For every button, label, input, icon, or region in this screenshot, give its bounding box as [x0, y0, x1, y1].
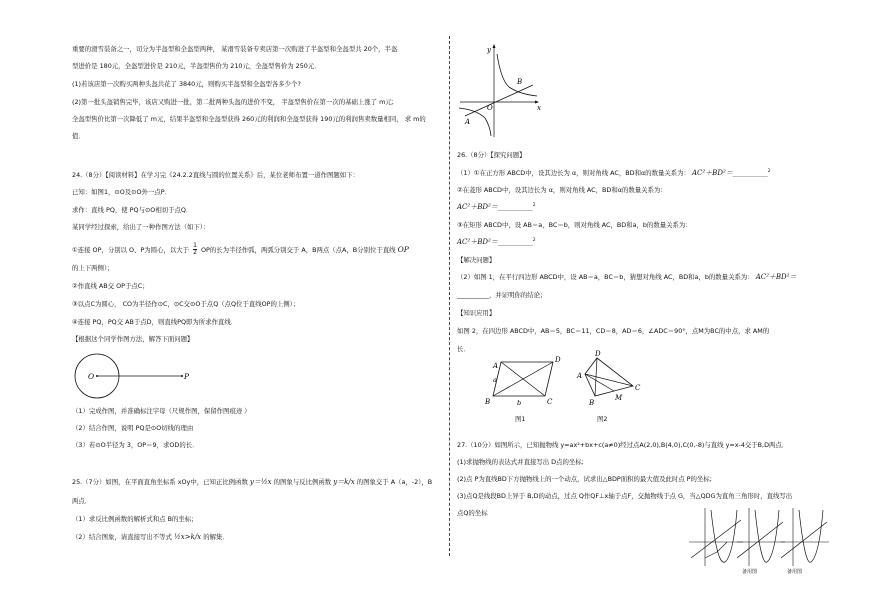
parabola	[799, 510, 823, 562]
text-line: (1)求抛物线的表达式并直接写出 D点的坐标;	[457, 458, 584, 466]
label-o: O	[88, 372, 95, 381]
text-line	[457, 239, 536, 246]
parabola-figure-backup-1	[737, 506, 787, 568]
text-line: 重要的滑雪装备之一，司分为半盔型和全盔型两种， 某滑雪装备专卖店第一次购进了半盔型和全盔型共 20个，半盔	[72, 45, 398, 53]
label-m: M	[615, 394, 623, 402]
parabola	[711, 510, 737, 562]
question-27-heading: 27.（10分）如图所示，已知抛物线 y=ax²+bx+c(a≠0)经过点A(2,0),B(4,0),C(0,-8)与直线 y=x-4交于B,D两点．	[457, 441, 789, 449]
text-line: __________，并证明你的结论；	[457, 291, 547, 299]
figure-1-parallelogram	[485, 350, 565, 412]
text-line	[72, 534, 229, 541]
math-op: OP	[397, 244, 409, 254]
text-line: (1)若该店第一次购买两种头盔共花了 3840元，则购买半盔型和全盔型各多少个?	[72, 80, 301, 88]
label-p: P	[184, 372, 190, 381]
text-line: 已知：如图1，⊙O及⊙O外一点P．	[72, 188, 171, 196]
text-line: 的上下两侧）；	[72, 264, 114, 272]
text-line: ③以点C为圆心， CO为半径作⊙C，⊙C交⊙O于点Q（点Q位于直线OP的上侧）；	[72, 300, 300, 308]
text-line: 点Q的坐标	[457, 509, 488, 517]
question-24-heading: 24.（8分）【阅读材料】在学习完《24.2.2直线与圆的位置关系》后，某位老师布置一道作图题如下：	[72, 171, 359, 179]
superscript: 2	[532, 203, 536, 208]
text-line: ②作直线 AB交 OP于点C；	[72, 282, 149, 290]
text-line: （1）求反比例函数的解析式和点 B的坐标；	[72, 515, 198, 523]
text-line: 【知识应用】	[457, 309, 496, 317]
label-b: B	[485, 398, 491, 406]
label-side-b: b	[517, 399, 522, 407]
text-line: ③在矩形 ABCD中，设 AB＝a，BC＝b，则对角线 AC，BD和a，b的数量关系为：	[457, 221, 692, 229]
text-segment: 的图象与反比例函数	[273, 478, 332, 486]
text-line: （1）完成作图，并准确标注字母（尺规作图，保留作图痕迹 ）	[72, 407, 251, 415]
line-bd	[781, 522, 827, 558]
text-line: ②在菱形 ABCD中，设其边长为 α，则对角线 AC，BD和α的数量关系为：	[457, 186, 667, 194]
parabola-figure-backup-2	[781, 506, 831, 568]
text-segment: 的图象交于 A（a，-2），B	[356, 478, 433, 486]
label-b: B	[517, 78, 523, 86]
fraction-numerator: 1	[193, 242, 197, 249]
function-graph	[457, 42, 547, 140]
text-line: 如图 2，在四边形 ABCD中，AB＝5，BC＝11，CD＝8，AD＝6，∠ADC＝90°，点M为BC的中点，求 AM的	[457, 327, 770, 335]
text-line: 两点．	[72, 497, 92, 505]
text-segment: （2）结合图象，请直接写出不等式	[72, 533, 172, 541]
text-line: 某同学经过探索，给出了一种作图方法（如下）：	[72, 223, 210, 231]
text-line: 型进价是 180元，全盔型进价是 210元，半盔型售价为 210元，全盔型售价为 250元．	[72, 62, 321, 70]
text-segment: OP的长为半径作弧，两弧分别交于 A，B两点（点A，B分别位于直线	[200, 245, 396, 254]
text-line	[457, 204, 536, 211]
label-a: A	[493, 362, 499, 370]
diagonal-bd	[493, 362, 553, 396]
label-d: D	[595, 350, 601, 358]
text-line: 【解决问题】	[457, 256, 496, 264]
text-line: （2）结合作图，说明 PQ是⊙O切线的理由	[72, 424, 194, 432]
text-line: (2)点 P为直线BD下方抛物线上的一个动点，试求出△BDP面积的最大值及此时点 P的坐标;	[457, 475, 712, 483]
text-line	[457, 274, 796, 281]
figure-1-caption: 图1	[515, 415, 526, 423]
label-x: x	[537, 104, 541, 112]
text-line: 全盔型售价比第一次降低了 m元，结果半盔型和全盔型获得 260元的利润和全盔型获得 190元的利润售卖数量相同， 求 m的	[72, 115, 426, 123]
column-divider	[449, 36, 450, 556]
label-b: B	[589, 399, 595, 407]
math-equation: AC²＋BD²＝__________	[691, 169, 768, 178]
text-segment: （1）①在正方形 ABCD中，设其边长为 α，则对角线 AC，BD和α的数量关系为：	[457, 169, 690, 178]
text-line: 值．	[72, 132, 85, 140]
math-inequality: ½x>k/x	[173, 533, 202, 541]
math-function: y＝k/x	[333, 478, 355, 486]
text-line	[457, 170, 771, 177]
math-function: y＝½x	[249, 478, 272, 486]
text-line: (3)点Q是线段BD上异于 B,D的动点，过点 Q作QF⊥x轴于点F，交抛物线于点 G，当△QDG为直角三角形时，直线写出	[457, 492, 793, 500]
math-equation: AC²＋BD²＝__________	[457, 203, 533, 212]
label-a: A	[577, 372, 583, 380]
backup-figure-caption-1: 备用图	[742, 569, 758, 575]
text-line: 求作：直线 PQ，使 PQ与⊙O相切于点Q．	[72, 206, 193, 214]
circle-figure	[72, 350, 202, 406]
label-y: y	[487, 46, 491, 54]
hyperbola-branch-1	[497, 54, 537, 96]
math-equation: AC²＋BD²＝	[755, 273, 797, 281]
line-bd	[737, 522, 783, 558]
fraction	[193, 243, 197, 257]
label-side-a: a	[493, 376, 497, 384]
superscript: 2	[532, 238, 536, 243]
label-c: C	[547, 398, 553, 406]
question-26-heading: 26.（8分）【探究问题】	[457, 151, 526, 159]
step-1-line	[72, 243, 409, 257]
point-p	[181, 375, 183, 377]
label-a: A	[465, 118, 471, 126]
superscript: 2	[767, 169, 771, 174]
label-o: O	[487, 104, 493, 112]
point-o	[96, 375, 98, 377]
math-equation: AC²＋BD²＝__________	[457, 238, 533, 247]
text-line: 长．	[457, 345, 470, 353]
text-segment: 25.（7分）如图，在平面直角坐标系 xOy中，已知正比例函数	[72, 478, 248, 486]
quadrilateral-abcd	[585, 358, 633, 396]
text-line: 【根据这个同学作图方法，解答下面问题】	[72, 335, 194, 343]
text-segment: ①连接 OP，分别以 O、P为圆心，以大于	[72, 245, 190, 254]
text-segment: 的解集．	[203, 533, 229, 541]
parabola	[755, 510, 779, 562]
figure-2-quadrilateral	[575, 350, 645, 416]
text-line: ④连接 PQ，PQ交 AB于点D，则直线PQ即为所求作直线．	[72, 318, 238, 326]
figure-2-caption: 图2	[597, 415, 608, 423]
question-25-heading	[72, 479, 432, 486]
fraction-denominator: 2	[193, 249, 197, 257]
text-line: (2)第一批头盔销售完毕，该店又购进一批，第二批两种头盔的进价不变， 半盔型售价在第一次的基础上涨了 m元;	[72, 98, 394, 106]
label-d: D	[555, 356, 561, 364]
y-axis-arrow	[493, 44, 496, 48]
text-line: （3）若⊙O半径为 3，OP＝9，求OD的长．	[72, 441, 199, 449]
label-c: C	[635, 384, 641, 392]
segment-am	[585, 374, 614, 391]
text-segment: （2）如图 1，在平行四边形 ABCD中，设 AB＝a，BC＝b，猜想对角线 AC，BD和a，b的数量关系为：	[457, 273, 754, 281]
hyperbola-branch-2	[459, 108, 491, 136]
backup-figure-caption-2: 备用图	[787, 569, 803, 575]
